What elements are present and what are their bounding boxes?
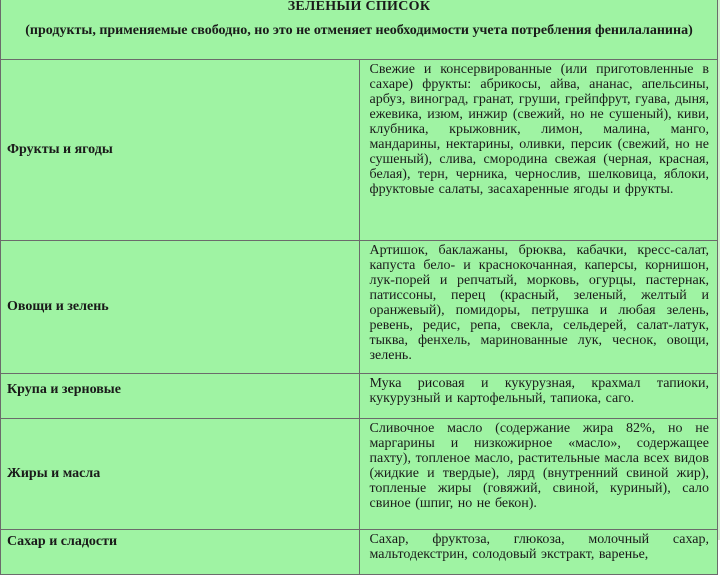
category-label: Сахар и сладости bbox=[7, 534, 118, 549]
category-cell bbox=[1, 419, 360, 530]
table-title: ЗЕЛЕНЫЙ СПИСОК bbox=[287, 0, 431, 14]
table-header-cell bbox=[1, 0, 718, 60]
table-subtitle: (продукты, применяемые свободно, но это не отменяет необходимости учета потребления фенилаланина) bbox=[25, 23, 693, 38]
table-header-row bbox=[1, 0, 718, 60]
category-cell bbox=[1, 530, 360, 575]
category-cell bbox=[1, 60, 360, 241]
table-row bbox=[1, 419, 718, 530]
category-label: Жиры и масла bbox=[7, 466, 101, 481]
table-row bbox=[1, 374, 718, 419]
table-row bbox=[1, 530, 718, 575]
items-cell: Артишок, баклажаны, брюква, кабачки, кресс-салат, капуста бело- и краснокочанная, каперсы, корнишон, лук-порей и репчатый, морковь, огурцы, пастернак, патиссоны, перец (красный, зеленый, желтый и оранжевый), помидоры, петрушка и любая зелень, ревень, редис, репа, свекла, сельдерей, салат-латук, тыква, фенхель, маринованные лук, чеснок, овощи, зелень. bbox=[359, 241, 718, 374]
items-cell: Сливочное масло (содержание жира 82%, но не маргарины и низкожирное «масло», содержащее пахту), топленое масло, растительные масла всех видов (жидкие и твердые), лярд (внутренний свиной жир), топленые жиры (говяжий, свиной, куриный), сало свиное (шпиг, но не бекон). bbox=[359, 419, 718, 530]
table-row bbox=[1, 60, 718, 241]
category-label: Овощи и зелень bbox=[7, 299, 109, 314]
category-label: Крупа и зерновые bbox=[7, 382, 121, 397]
category-cell bbox=[1, 241, 360, 374]
items-cell: Свежие и консервированные (или приготовленные в сахаре) фрукты: абрикосы, айва, ананас, апельсины, арбуз, виноград, гранат, груши, грейпфрут, гуава, дыня, ежевика, изюм, инжир (свежий, но не сушеный), киви, клубника, крыжовник, лимон, малина, манго, мандарины, нектарины, оливки, персик (свежий, но не сушеный), слива, смородина свежая (черная, красная, белая), терн, черника, чернослив, шелковица, яблоки, фруктовые салаты, засахаренные ягоды и фрукты. bbox=[359, 60, 718, 241]
items-cell: Мука рисовая и кукурузная, крахмал тапиоки, кукурузный и картофельный, тапиока, саго. bbox=[359, 374, 718, 419]
table-row bbox=[1, 241, 718, 374]
category-cell bbox=[1, 374, 360, 419]
items-cell: Сахар, фруктоза, глюкоза, молочный сахар, мальтодекстрин, солодовый экстракт, варенье, bbox=[359, 530, 718, 575]
category-label: Фрукты и ягоды bbox=[7, 142, 113, 157]
